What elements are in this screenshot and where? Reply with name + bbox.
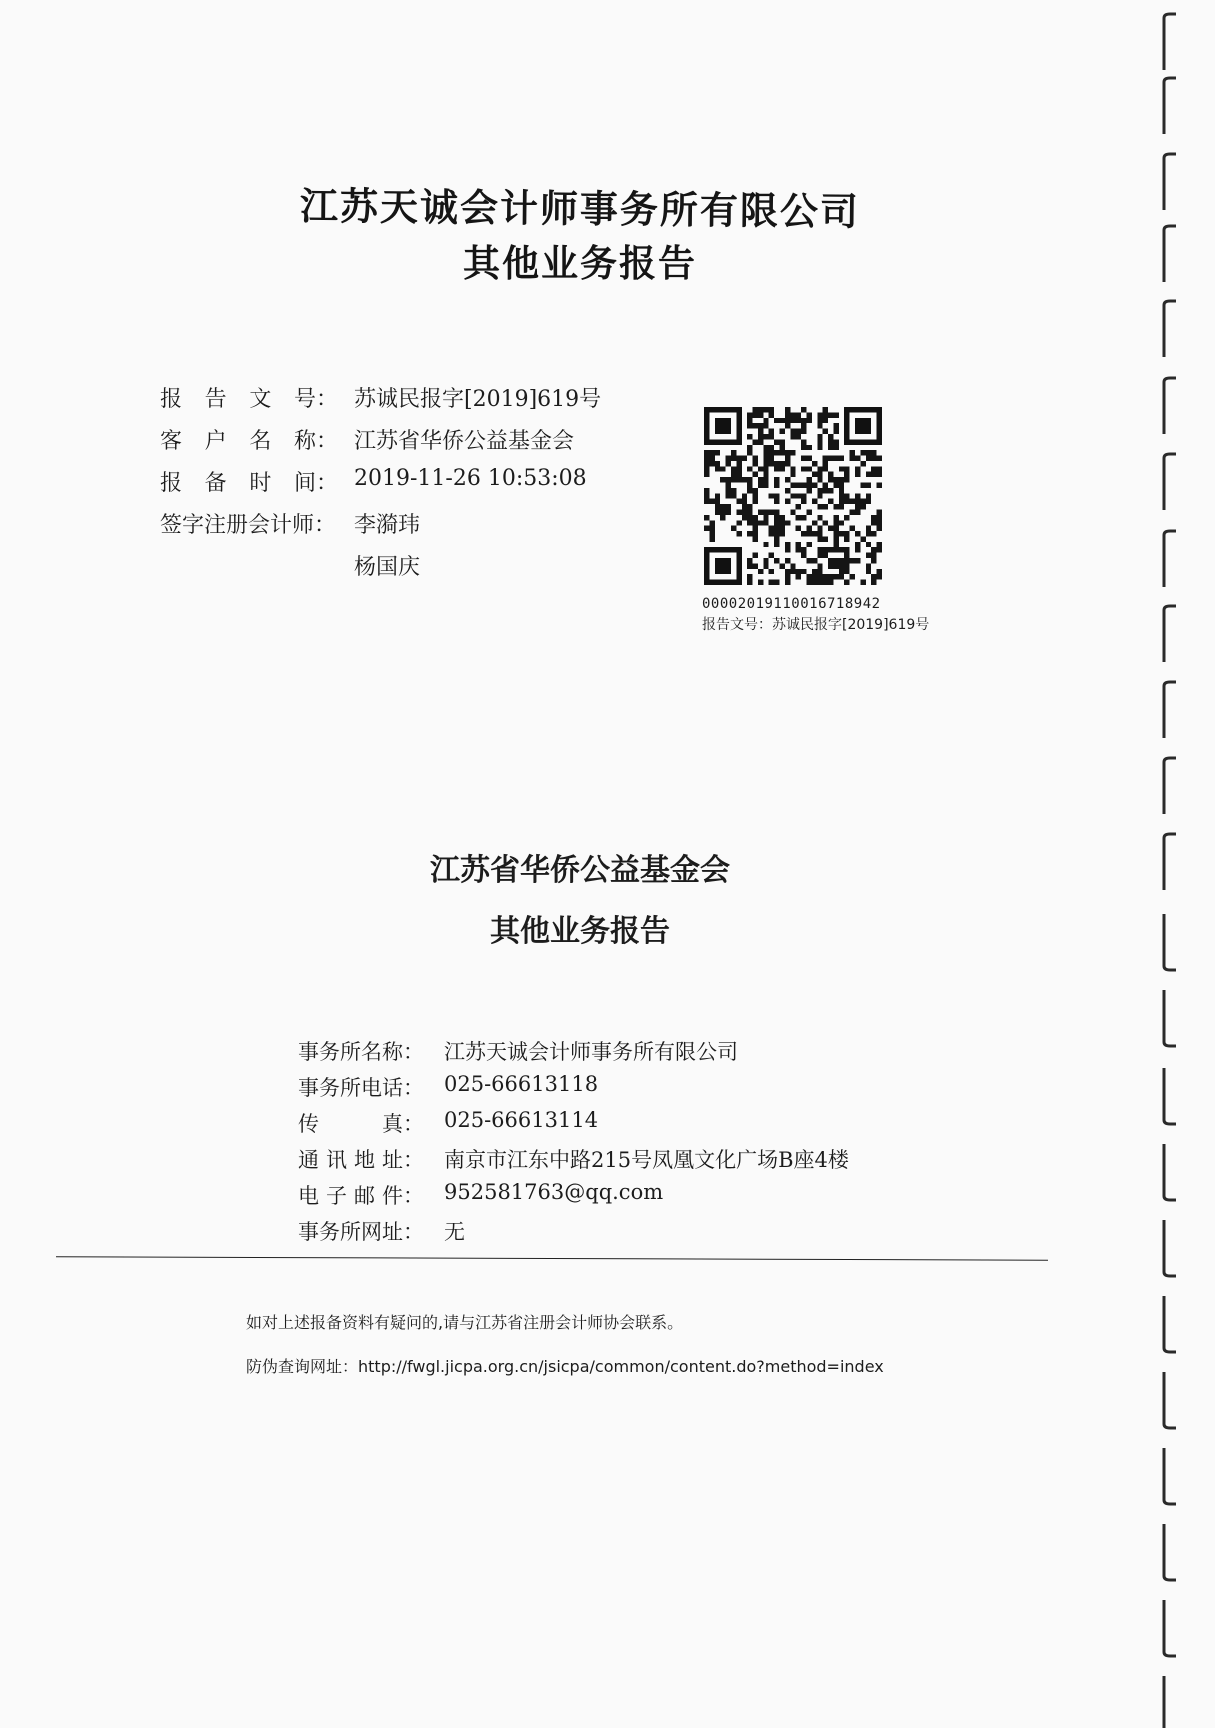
contact-value: 无 — [444, 1220, 465, 1244]
body-report-title: 其他业务报告 — [490, 914, 670, 949]
binding-marks-decoration — [1148, 0, 1188, 1728]
contact-label: 事务所网址： — [298, 1220, 424, 1244]
contact-label: 传 真： — [298, 1112, 424, 1136]
verification-url: 防伪查询网址：http://fwgl.jicpa.org.cn/jsicpa/common/content.do?method=index — [246, 1357, 884, 1376]
meta-label: 报 告 文 号： — [160, 387, 338, 412]
contact-value: 南京市江东中路215号凤凰文化广场B座4楼 — [444, 1148, 849, 1172]
client-title: 江苏省华侨公益基金会 — [430, 853, 730, 888]
report-title: 其他业务报告 — [463, 242, 697, 285]
meta-value: 杨国庆 — [354, 555, 421, 580]
qr-report-number: 报告文号：苏诚民报字[2019]619号 — [702, 617, 930, 633]
divider-line — [56, 1256, 1048, 1260]
contact-label: 事务所名称： — [298, 1040, 424, 1064]
qr-code-number: 000020191100167189​42 — [702, 596, 881, 612]
firm-title: 江苏天诚会计师事务所有限公司 — [299, 184, 861, 234]
contact-label: 事务所电话： — [298, 1076, 424, 1100]
meta-value: 李漪玮 — [354, 513, 421, 538]
meta-value: 2019-11-26 10:53:08 — [354, 466, 587, 491]
contact-value: 025-66613118 — [444, 1072, 599, 1096]
meta-value: 苏诚民报字[2019]619号 — [354, 387, 602, 412]
meta-label: 报 备 时 间： — [160, 471, 338, 496]
meta-label: 客 户 名 称： — [160, 429, 338, 454]
contact-label: 通 讯 地 址： — [298, 1148, 424, 1172]
meta-value: 江苏省华侨公益基金会 — [354, 429, 575, 454]
meta-label: 签字注册会计师： — [160, 513, 337, 538]
contact-value: 952581763@qq.com — [444, 1180, 664, 1204]
inquiry-note: 如对上述报备资料有疑问的,请与江苏省注册会计师协会联系。 — [246, 1313, 684, 1332]
contact-label: 电 子 邮 件： — [298, 1184, 424, 1208]
contact-value: 025-66613114 — [444, 1108, 599, 1132]
qr-code-image — [704, 407, 882, 585]
contact-value: 江苏天诚会计师事务所有限公司 — [444, 1040, 738, 1064]
